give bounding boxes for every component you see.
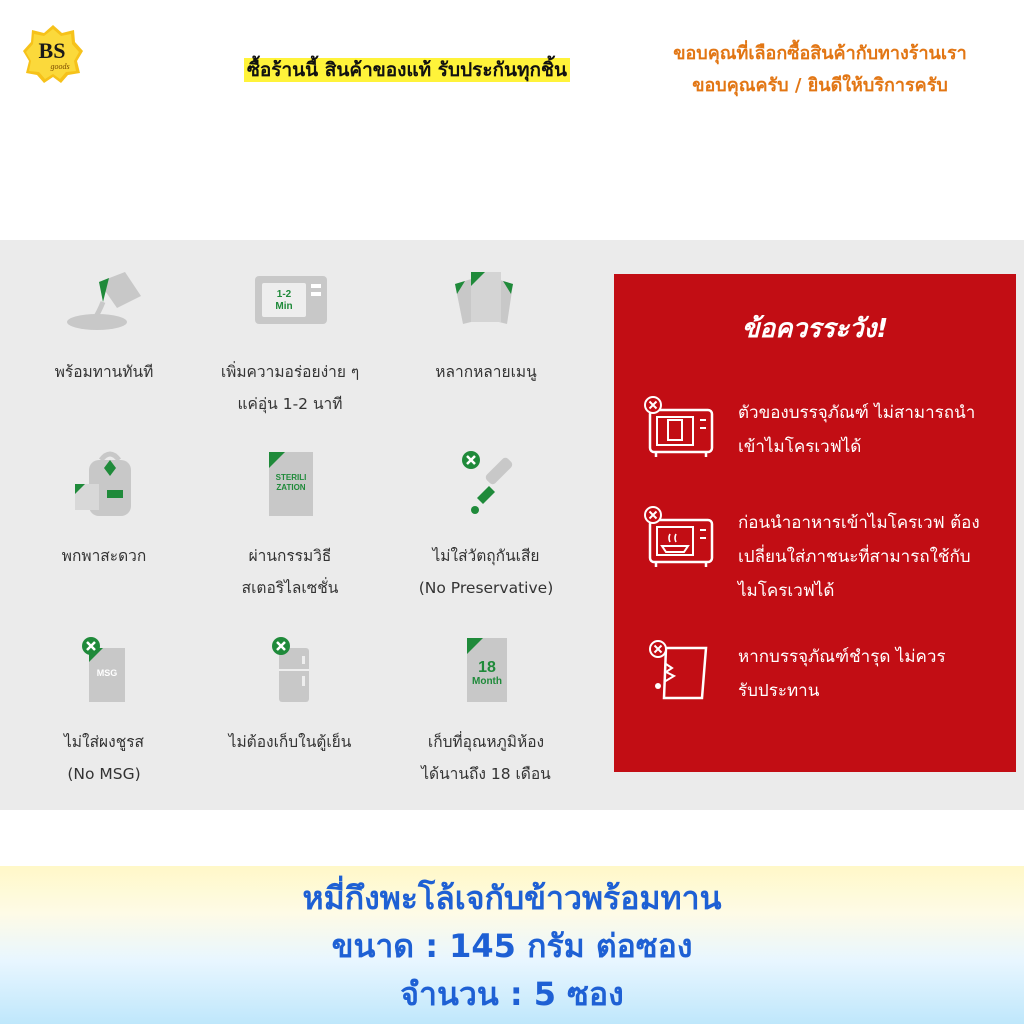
- product-info-band: [0, 240, 1024, 810]
- feature-label: พร้อมทานทันที: [54, 363, 154, 381]
- no-microwave-dish-icon: [644, 506, 720, 570]
- no-microwave-pouch-icon: [644, 396, 720, 460]
- warning-title: ข้อควรระวัง!: [741, 314, 889, 344]
- tagline: ซื้อร้านนี้ สินค้าของแท้ รับประกันทุกชิ้น: [244, 58, 570, 82]
- bs-goods-logo: [22, 24, 84, 84]
- warning-text-line-2: รับประทาน: [738, 681, 820, 701]
- pouches-icon: [441, 262, 531, 342]
- warning-text-line-2: เข้าไมโครเวฟได้: [738, 437, 862, 457]
- logo-subtext: goods: [50, 62, 70, 71]
- feature-no-refrigeration: [190, 632, 390, 758]
- feature-no-preservative: [386, 446, 586, 604]
- warning-text-line-1: ตัวของบรรจุภัณฑ์ ไม่สามารถนำ: [738, 403, 976, 423]
- sterilization-pouch-icon: [245, 446, 335, 526]
- pouch-text-1: STERILI: [275, 473, 307, 482]
- msg-icon-text: MSG: [96, 668, 118, 678]
- feature-label-line-1: ไม่ใส่วัตถุกันเสีย: [432, 547, 540, 565]
- thanks-line-1: ขอบคุณที่เลือกซื้อสินค้ากับทางร้านเรา: [673, 43, 967, 64]
- microwave-icon: [245, 262, 335, 342]
- feature-label-line-1: เพิ่มความอร่อยง่าย ๆ: [220, 363, 360, 381]
- warning-text-line-1: หากบรรจุภัณฑ์ชำรุด ไม่ควร: [738, 647, 946, 667]
- shelf-life-pouch-icon: [441, 632, 531, 712]
- shelf-icon-number: 18: [478, 659, 496, 676]
- feature-microwave: [190, 262, 390, 420]
- no-fridge-icon: [245, 632, 335, 712]
- feature-label-line-1: ผ่านกรรมวิธี: [248, 547, 332, 565]
- feature-label-line-2: ได้นานถึง 18 เดือน: [421, 765, 551, 783]
- thanks-line-2: ขอบคุณครับ / ยินดีให้บริการครับ: [692, 75, 948, 96]
- warning-panel: [614, 274, 1016, 772]
- product-quantity: จำนวน : 5 ซอง: [400, 975, 624, 1013]
- no-msg-pouch-icon: [59, 632, 149, 712]
- backpack-icon: [59, 446, 149, 526]
- feature-label-line-2: (No MSG): [67, 765, 141, 783]
- feature-no-msg: [4, 632, 204, 790]
- logo-text: BS: [38, 38, 66, 63]
- warning-text-line-3: ไมโครเวฟได้: [738, 581, 835, 601]
- microwave-icon-text-2: Min: [275, 301, 293, 312]
- warning-text-line-2: เปลี่ยนใส่ภาชนะที่สามารถใช้กับ: [738, 547, 971, 567]
- microwave-icon-text-1: 1-2: [276, 289, 292, 300]
- shelf-icon-unit: Month: [472, 676, 502, 687]
- feature-label-line-2: แค่อุ่น 1-2 นาที: [237, 395, 343, 413]
- feature-ready-to-eat: [4, 262, 204, 388]
- feature-portable: [4, 446, 204, 572]
- feature-label-line-1: เก็บที่อุณหภูมิห้อง: [427, 733, 545, 751]
- feature-label-line-2: (No Preservative): [418, 579, 554, 597]
- product-name: หมี่กึงพะโล้เจกับข้าวพร้อมทาน: [302, 879, 722, 917]
- pouch-text-2: ZATION: [276, 483, 306, 492]
- pouring-bowl-icon: [59, 262, 149, 342]
- feature-variety: [386, 262, 586, 388]
- product-size: ขนาด : 145 กรัม ต่อซอง: [331, 927, 693, 965]
- feature-label-line-2: สเตอริไลเซชั่น: [241, 579, 339, 597]
- feature-sterilization: [190, 446, 390, 604]
- warning-text-line-1: ก่อนนำอาหารเข้าไมโครเวฟ ต้อง: [738, 513, 980, 533]
- feature-label: หลากหลายเมนู: [435, 363, 537, 381]
- product-summary-footer: [0, 866, 1024, 1024]
- feature-label-line-1: ไม่ใส่ผงชูรส: [64, 733, 144, 751]
- damaged-package-icon: [644, 640, 720, 704]
- no-preservative-dropper-icon: [441, 446, 531, 526]
- feature-label: พกพาสะดวก: [61, 547, 147, 565]
- feature-label: ไม่ต้องเก็บในตู้เย็น: [228, 733, 352, 751]
- thanks-message: [640, 38, 1000, 102]
- feature-shelf-life: [386, 632, 586, 790]
